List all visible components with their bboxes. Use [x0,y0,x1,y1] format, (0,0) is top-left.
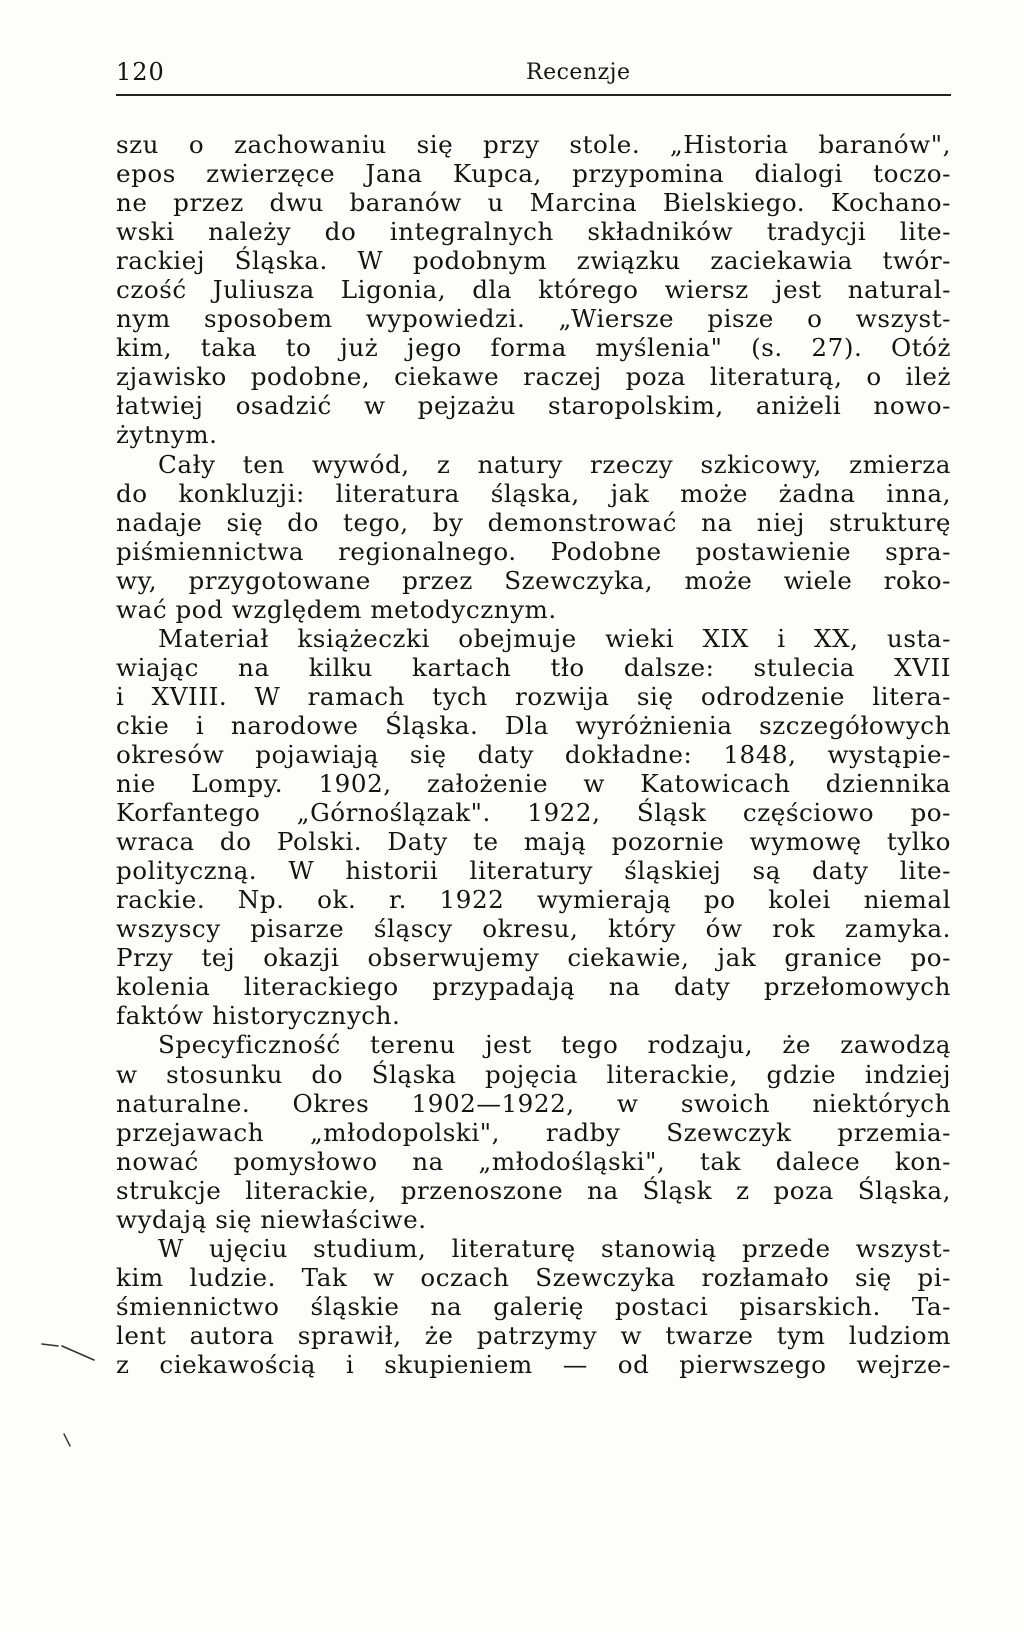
text-line: wraca do Polski. Daty te mają pozornie wymowę tylko [116,827,951,857]
text-line: kolenia literackiego przypadają na daty przełomowych [116,972,951,1002]
text-line: naturalne. Okres 1902—1922, w swoich niektórych [116,1088,951,1118]
text-line: nym sposobem wypowiedzi. „Wiersze pisze o wszyst- [116,304,951,334]
text-line: okresów pojawiają się daty dokładne: 1848, wystąpie- [116,739,951,769]
paragraph-end-line: wać pod względem metodycznym. [116,594,557,624]
text-line: w stosunku do Śląska pojęcia literackie, gdzie indziej [116,1059,951,1089]
text-line: przejawach „młodopolski", radby Szewczyk przemia- [116,1117,951,1147]
text-line: kim ludzie. Tak w oczach Szewczyka rozłamało się pi- [116,1262,951,1292]
text-line: wy, przygotowane przez Szewczyka, może wiele roko- [116,565,951,595]
paragraph-end-line: wydają się niewłaściwe. [116,1204,427,1234]
text-line: nie Lompy. 1902, założenie w Katowicach dziennika [116,769,951,799]
paragraph-end-line: faktów historycznych. [116,1001,401,1031]
text-line: zjawisko podobne, ciekawe raczej poza literaturą, o ileż [116,362,951,392]
paragraph-start-line: Cały ten wywód, z natury rzeczy szkicowy, zmierza [158,449,951,479]
text-line: do konkluzji: literatura śląska, jak może żadna inna, [116,478,951,508]
paragraph-end-line: żytnym. [116,420,218,450]
text-line: wszyscy pisarze śląscy okresu, który ów rok zamyka. [116,914,951,944]
text-line: Przy tej okazji obserwujemy ciekawie, jak granice po- [116,943,951,973]
margin-pencil-mark [40,1340,96,1362]
text-line: wiając na kilku kartach tło dalsze: stulecia XVII [116,652,951,682]
paragraph-start-line: Materiał książeczki obejmuje wieki XIX i XX, usta- [158,623,951,653]
review-text [116,130,951,1379]
text-line: rackiej Śląska. W podobnym związku zaciekawia twór- [116,246,951,276]
text-line: polityczną. W historii literatury śląskiej są daty lite- [116,856,951,886]
margin-tick-mark [62,1432,72,1448]
text-line: strukcje literackie, przenoszone na Śląsk z poza Śląska, [116,1175,951,1205]
text-line: rackie. Np. ok. r. 1922 wymierają po kolei niemal [116,885,951,915]
text-line: szu o zachowaniu się przy stole. „Historia baranów", [116,130,951,159]
text-line: lent autora sprawił, że patrzymy w twarze tym ludziom [116,1320,951,1350]
text-line: łatwiej osadzić w pejzażu staropolskim, aniżeli nowo- [116,391,951,421]
text-line: epos zwierzęce Jana Kupca, przypomina dialogi toczo- [116,159,951,189]
header-rule [116,94,951,96]
paragraph-start-line: W ujęciu studium, literaturę stanowią przede wszyst- [158,1233,951,1263]
running-head [116,58,951,98]
text-line: czość Juliusza Ligonia, dla którego wiersz jest natural- [116,275,951,305]
text-line: śmiennictwo śląskie na galerię postaci pisarskich. Ta- [116,1291,951,1321]
text-line: i XVIII. W ramach tych rozwija się odrodzenie litera- [116,681,951,711]
text-line: ckie i narodowe Śląska. Dla wyróżnienia szczegółowych [116,710,951,740]
text-line: wski należy do integralnych składników tradycji lite- [116,217,951,247]
text-line: nadaje się do tego, by demonstrować na niej strukturę [116,507,951,537]
text-line: z ciekawością i skupieniem — od pierwszego wejrze- [116,1349,951,1379]
text-line: piśmiennictwa regionalnego. Podobne postawienie spra- [116,536,951,566]
text-line: kim, taka to już jego forma myślenia" (s. 27). Otóż [116,333,951,363]
page-number: 120 [116,58,165,86]
section-title: Recenzje [526,60,631,85]
text-line: nować pomysłowo na „młodośląski", tak dalece kon- [116,1146,951,1176]
text-line: ne przez dwu baranów u Marcina Bielskiego. Kochano- [116,188,951,218]
paragraph-start-line: Specyficzność terenu jest tego rodzaju, że zawodzą [158,1030,951,1060]
text-line: Korfantego „Górnoślązak". 1922, Śląsk częściowo po- [116,798,951,828]
